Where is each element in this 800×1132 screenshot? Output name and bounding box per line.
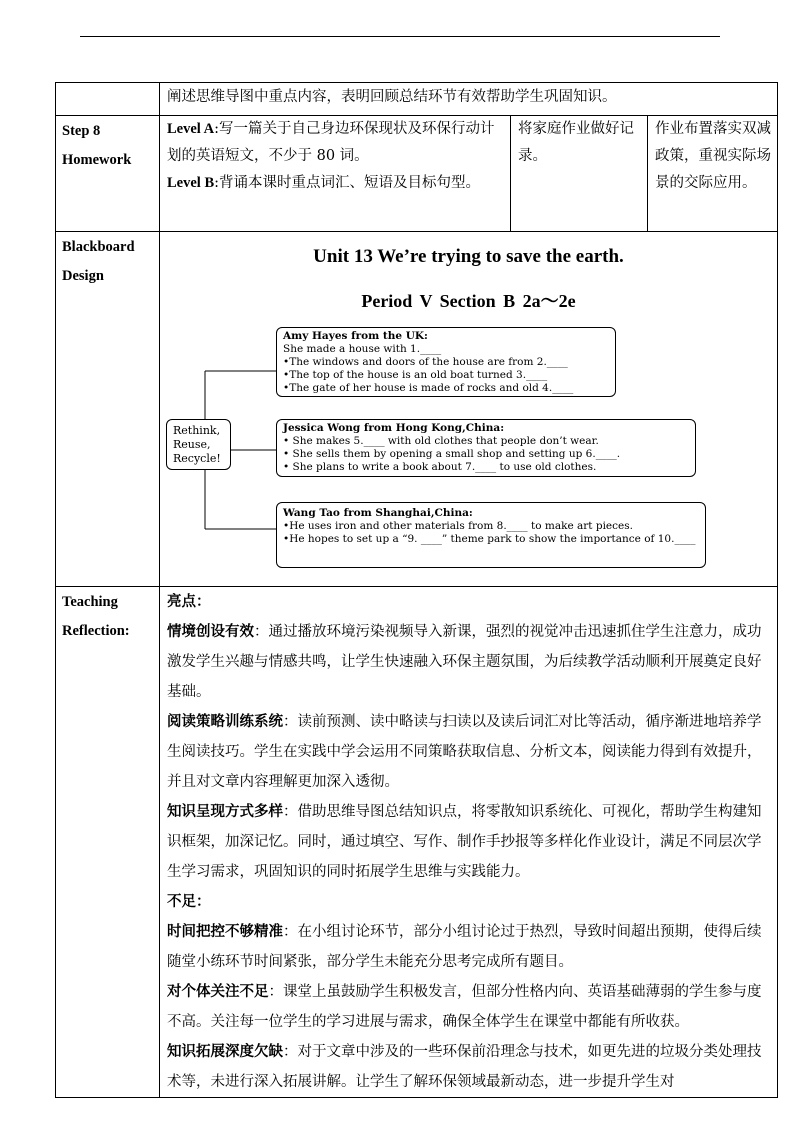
shortcoming-item-head: 时间把控不够精准: [167, 923, 283, 940]
header-rule: [80, 36, 720, 37]
branch-jessica-line-1: • She makes 5.____ with old clothes that people don’t wear.: [283, 435, 599, 447]
homework-levels: [160, 116, 511, 232]
shortcoming-item: [167, 1037, 771, 1097]
blackboard-label: [56, 232, 160, 587]
reflection-row: [56, 587, 778, 1098]
homework-row: [56, 116, 778, 232]
branch-wang-header: Wang Tao from Shanghai,China:: [283, 507, 473, 519]
summary-row: [56, 83, 778, 116]
branch-jessica: [276, 419, 696, 477]
center-line-2: Reuse,: [173, 438, 211, 451]
branch-amy-header: Amy Hayes from the UK:: [283, 330, 428, 342]
branch-amy-line-3: •The top of the house is an old boat turned 3.____: [283, 369, 548, 381]
branch-wang: [276, 502, 706, 568]
shortcoming-item-head: 对个体关注不足: [167, 983, 269, 1000]
shortcoming-item-body: ：对于文章中涉及的一些环保前沿理念与技术，如更先进的垃圾分类处理技术等，未进行深入拓展讲解。让学生了解环保领域最新动态，进一步提升学生对: [167, 1044, 762, 1090]
mind-map: [160, 316, 777, 586]
highlight-item-body: ：读前预测、读中略读与扫读以及读后词汇对比等活动，循序渐进地培养学生阅读技巧。学生在实践中学会运用不同策略获取信息、分析文本，阅读能力得到有效提升，并且对文章内容理解更加深入透彻。: [167, 714, 762, 790]
homework-label-line2: Homework: [62, 152, 132, 168]
highlight-item-head: 情境创设有效: [167, 623, 254, 640]
highlight-item-head: 知识呈现方式多样: [167, 803, 283, 820]
shortcoming-item-head: 知识拓展深度欠缺: [167, 1043, 283, 1060]
highlight-item: [167, 797, 771, 887]
level-a-label: Level A: [167, 121, 215, 137]
center-node: [166, 419, 231, 470]
branch-jessica-line-2: • She sells them by opening a small shop and setting up 6.____.: [283, 448, 621, 460]
shortcoming-item-body: ：在小组讨论环节，部分小组讨论过于热烈，导致时间超出预期，使得后续随堂小练环节时间紧张，部分学生未能充分思考完成所有题目。: [167, 924, 762, 970]
reflection-label-line2: Reflection:: [62, 623, 130, 639]
highlight-item-head: 阅读策略训练系统: [167, 713, 283, 730]
homework-label: [56, 116, 160, 232]
shortcomings-heading: 不足：: [167, 893, 211, 910]
branch-jessica-header: Jessica Wong from Hong Kong,China:: [283, 422, 505, 434]
blackboard-period: Period V Section B 2a～2e: [361, 291, 576, 311]
blackboard-content: [160, 232, 778, 587]
branch-amy-line-1: She made a house with 1.____: [283, 343, 442, 355]
blackboard-title: Unit 13 We’re trying to save the earth.: [313, 246, 624, 267]
level-a-text: :写一篇关于自己身边环保现状及环保行动计划的英语短文，不少于 80 词。: [167, 121, 495, 164]
reflection-label: [56, 587, 160, 1098]
blackboard-label-line2: Design: [62, 268, 104, 284]
center-line-3: Recycle!: [173, 452, 221, 465]
level-b: [167, 170, 504, 197]
level-b-label: Level B: [167, 175, 215, 191]
shortcoming-item-body: ：课堂上虽鼓励学生积极发言，但部分性格内向、英语基础薄弱的学生参与度不高。关注每一位学生的学习进展与需求，确保全体学生在课堂中都能有所收获。: [167, 984, 762, 1030]
reflection-content: [160, 587, 778, 1098]
blackboard-label-line1: Blackboard: [62, 239, 135, 255]
design-intent: 作业布置落实双减政策，重视实际场景的交际应用。: [648, 116, 778, 232]
summary-text: 阐述思维导图中重点内容，表明回顾总结环节有效帮助学生巩固知识。: [160, 83, 778, 116]
highlight-item-body: ：借助思维导图总结知识点，将零散知识系统化、可视化，帮助学生构建知识框架，加深记忆。同时，通过填空、写作、制作手抄报等多样化作业设计，满足不同层次学生学习需求，巩固知识的同时拓展学生思维与实践能力。: [167, 804, 762, 880]
highlight-item: [167, 617, 771, 707]
homework-label-line1: Step 8: [62, 123, 101, 139]
shortcoming-item: [167, 977, 771, 1037]
highlight-item: [167, 707, 771, 797]
branch-amy: [276, 327, 616, 397]
reflection-label-line1: Teaching: [62, 594, 118, 610]
blackboard-row: [56, 232, 778, 587]
branch-wang-line-1: •He uses iron and other materials from 8.____ to make art pieces.: [283, 520, 633, 532]
summary-label-cell: [56, 83, 160, 116]
branch-amy-line-4: •The gate of her house is made of rocks and old 4.____: [283, 382, 574, 394]
student-activity: 将家庭作业做好记录。: [511, 116, 648, 232]
branch-wang-line-2: •He hopes to set up a “9. ____” theme park to show the importance of 10.____: [283, 533, 696, 545]
branch-jessica-line-3: • She plans to write a book about 7.____ to use old clothes.: [283, 461, 597, 473]
level-b-text: :背诵本课时重点词汇、短语及目标句型。: [214, 175, 481, 191]
lesson-plan-table: [55, 82, 778, 1098]
highlight-item-body: ：通过播放环境污染视频导入新课，强烈的视觉冲击迅速抓住学生注意力，成功激发学生兴趣与情感共鸣，让学生快速融入环保主题氛围，为后续教学活动顺利开展奠定良好基础。: [167, 624, 762, 700]
highlights-heading: 亮点：: [167, 593, 211, 610]
level-a: [167, 116, 504, 170]
shortcoming-item: [167, 917, 771, 977]
branch-amy-line-2: •The windows and doors of the house are from 2.____: [283, 356, 568, 368]
center-line-1: Rethink,: [173, 424, 221, 437]
